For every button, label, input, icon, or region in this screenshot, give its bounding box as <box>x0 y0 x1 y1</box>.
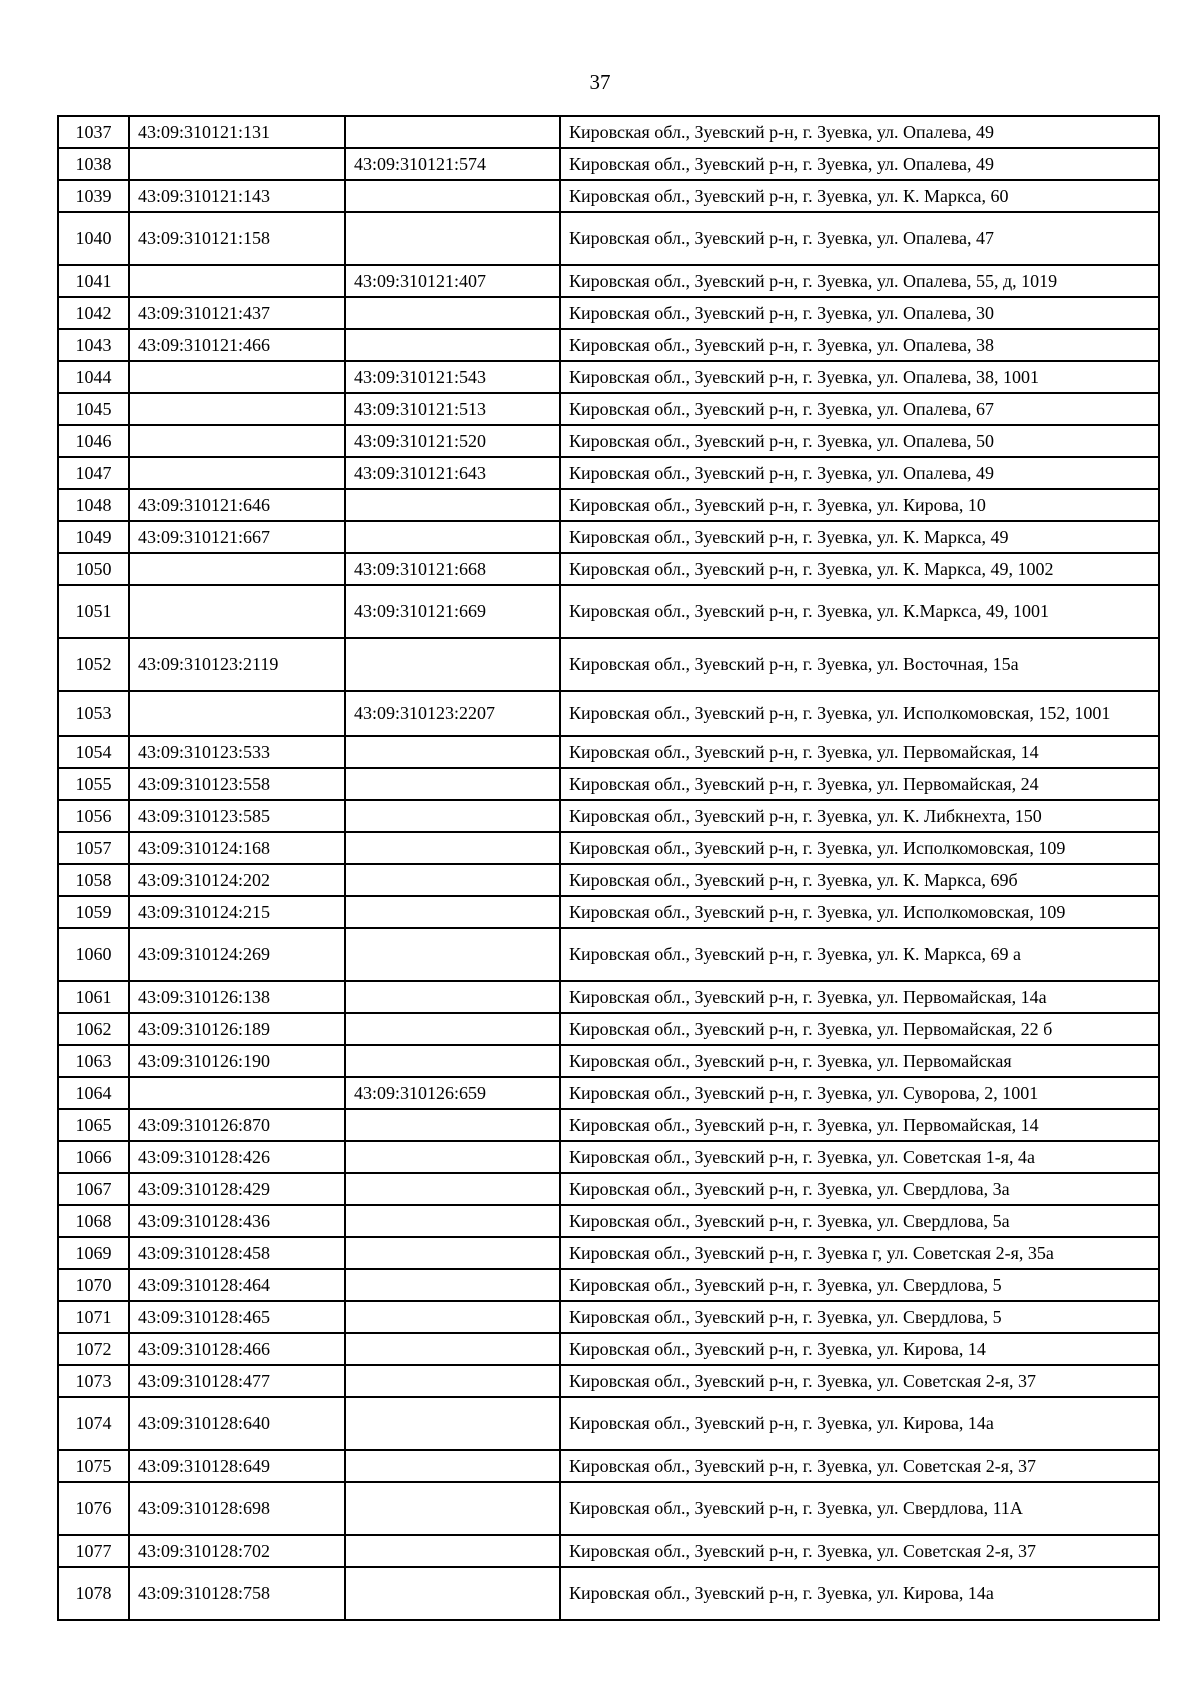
building-cadastral-cell: 43:09:310121:520 <box>345 425 560 457</box>
row-number-cell: 1059 <box>58 896 129 928</box>
address-cell: Кировская обл., Зуевский р-н, г. Зуевка, ул. Первомайская, 24 <box>560 768 1159 800</box>
table-row <box>58 1482 1159 1535</box>
land-cadastral-cell: 43:09:310126:138 <box>129 981 345 1013</box>
land-cadastral-cell: 43:09:310123:533 <box>129 736 345 768</box>
land-cadastral-cell: 43:09:310128:426 <box>129 1141 345 1173</box>
address-cell: Кировская обл., Зуевский р-н, г. Зуевка, ул. Советская 2-я, 37 <box>560 1450 1159 1482</box>
table-row <box>58 736 1159 768</box>
row-number-cell: 1062 <box>58 1013 129 1045</box>
building-cadastral-cell <box>345 928 560 981</box>
building-cadastral-cell: 43:09:310126:659 <box>345 1077 560 1109</box>
address-cell: Кировская обл., Зуевский р-н, г. Зуевка, ул. Первомайская, 14а <box>560 981 1159 1013</box>
land-cadastral-cell: 43:09:310121:143 <box>129 180 345 212</box>
row-number-cell: 1066 <box>58 1141 129 1173</box>
land-cadastral-cell: 43:09:310128:465 <box>129 1301 345 1333</box>
land-cadastral-cell: 43:09:310126:870 <box>129 1109 345 1141</box>
table-row <box>58 1109 1159 1141</box>
row-number-cell: 1064 <box>58 1077 129 1109</box>
table-row <box>58 864 1159 896</box>
land-cadastral-cell: 43:09:310121:131 <box>129 116 345 148</box>
row-number-cell: 1046 <box>58 425 129 457</box>
land-cadastral-cell: 43:09:310128:436 <box>129 1205 345 1237</box>
row-number-cell: 1037 <box>58 116 129 148</box>
building-cadastral-cell <box>345 1109 560 1141</box>
building-cadastral-cell <box>345 1397 560 1450</box>
land-cadastral-cell: 43:09:310128:702 <box>129 1535 345 1567</box>
row-number-cell: 1053 <box>58 691 129 736</box>
table-row <box>58 1205 1159 1237</box>
building-cadastral-cell: 43:09:310123:2207 <box>345 691 560 736</box>
address-cell: Кировская обл., Зуевский р-н, г. Зуевка, ул. Кирова, 10 <box>560 489 1159 521</box>
land-cadastral-cell: 43:09:310126:189 <box>129 1013 345 1045</box>
row-number-cell: 1052 <box>58 638 129 691</box>
address-cell: Кировская обл., Зуевский р-н, г. Зуевка, ул. Кирова, 14 <box>560 1333 1159 1365</box>
land-cadastral-cell: 43:09:310128:458 <box>129 1237 345 1269</box>
land-cadastral-cell <box>129 148 345 180</box>
table-row <box>58 1141 1159 1173</box>
building-cadastral-cell <box>345 521 560 553</box>
address-cell: Кировская обл., Зуевский р-н, г. Зуевка, ул. Исполкомовская, 109 <box>560 896 1159 928</box>
row-number-cell: 1056 <box>58 800 129 832</box>
address-cell: Кировская обл., Зуевский р-н, г. Зуевка г, ул. Советская 2-я, 35а <box>560 1237 1159 1269</box>
row-number-cell: 1063 <box>58 1045 129 1077</box>
row-number-cell: 1076 <box>58 1482 129 1535</box>
row-number-cell: 1071 <box>58 1301 129 1333</box>
address-cell: Кировская обл., Зуевский р-н, г. Зуевка, ул. Опалева, 38, 1001 <box>560 361 1159 393</box>
land-cadastral-cell: 43:09:310128:477 <box>129 1365 345 1397</box>
row-number-cell: 1073 <box>58 1365 129 1397</box>
land-cadastral-cell: 43:09:310128:649 <box>129 1450 345 1482</box>
row-number-cell: 1068 <box>58 1205 129 1237</box>
address-cell: Кировская обл., Зуевский р-н, г. Зуевка, ул. К. Маркса, 69б <box>560 864 1159 896</box>
building-cadastral-cell: 43:09:310121:669 <box>345 585 560 638</box>
address-cell: Кировская обл., Зуевский р-н, г. Зуевка, ул. Советская 2-я, 37 <box>560 1535 1159 1567</box>
land-cadastral-cell: 43:09:310121:437 <box>129 297 345 329</box>
address-cell: Кировская обл., Зуевский р-н, г. Зуевка, ул. Свердлова, 5 <box>560 1269 1159 1301</box>
table-row <box>58 180 1159 212</box>
land-cadastral-cell: 43:09:310128:698 <box>129 1482 345 1535</box>
table-row <box>58 457 1159 489</box>
address-cell: Кировская обл., Зуевский р-н, г. Зуевка, ул. Опалева, 49 <box>560 116 1159 148</box>
table-row <box>58 928 1159 981</box>
table-row <box>58 1077 1159 1109</box>
land-cadastral-cell: 43:09:310123:585 <box>129 800 345 832</box>
table-row <box>58 1397 1159 1450</box>
building-cadastral-cell <box>345 1205 560 1237</box>
table-row <box>58 800 1159 832</box>
address-cell: Кировская обл., Зуевский р-н, г. Зуевка, ул. Свердлова, 11А <box>560 1482 1159 1535</box>
address-cell: Кировская обл., Зуевский р-н, г. Зуевка, ул. Опалева, 30 <box>560 297 1159 329</box>
table-row <box>58 425 1159 457</box>
land-cadastral-cell: 43:09:310124:202 <box>129 864 345 896</box>
row-number-cell: 1067 <box>58 1173 129 1205</box>
address-cell: Кировская обл., Зуевский р-н, г. Зуевка, ул. Опалева, 55, д, 1019 <box>560 265 1159 297</box>
building-cadastral-cell <box>345 1141 560 1173</box>
row-number-cell: 1048 <box>58 489 129 521</box>
building-cadastral-cell <box>345 1173 560 1205</box>
land-cadastral-cell: 43:09:310128:466 <box>129 1333 345 1365</box>
row-number-cell: 1070 <box>58 1269 129 1301</box>
table-row <box>58 212 1159 265</box>
land-cadastral-cell <box>129 585 345 638</box>
row-number-cell: 1051 <box>58 585 129 638</box>
row-number-cell: 1045 <box>58 393 129 425</box>
land-cadastral-cell <box>129 361 345 393</box>
table-row <box>58 1237 1159 1269</box>
address-cell: Кировская обл., Зуевский р-н, г. Зуевка, ул. Свердлова, 3а <box>560 1173 1159 1205</box>
row-number-cell: 1057 <box>58 832 129 864</box>
address-cell: Кировская обл., Зуевский р-н, г. Зуевка, ул. Свердлова, 5а <box>560 1205 1159 1237</box>
table-row <box>58 1301 1159 1333</box>
table-row <box>58 638 1159 691</box>
address-cell: Кировская обл., Зуевский р-н, г. Зуевка, ул. К. Маркса, 49, 1002 <box>560 553 1159 585</box>
row-number-cell: 1047 <box>58 457 129 489</box>
land-cadastral-cell: 43:09:310128:640 <box>129 1397 345 1450</box>
row-number-cell: 1058 <box>58 864 129 896</box>
address-cell: Кировская обл., Зуевский р-н, г. Зуевка, ул. Исполкомовская, 152, 1001 <box>560 691 1159 736</box>
table-row <box>58 297 1159 329</box>
table-row <box>58 768 1159 800</box>
table-row <box>58 521 1159 553</box>
table-row <box>58 981 1159 1013</box>
building-cadastral-cell: 43:09:310121:668 <box>345 553 560 585</box>
land-cadastral-cell: 43:09:310123:558 <box>129 768 345 800</box>
row-number-cell: 1039 <box>58 180 129 212</box>
building-cadastral-cell: 43:09:310121:513 <box>345 393 560 425</box>
address-cell: Кировская обл., Зуевский р-н, г. Зуевка, ул. К. Маркса, 69 а <box>560 928 1159 981</box>
table-row <box>58 1045 1159 1077</box>
table-row <box>58 148 1159 180</box>
row-number-cell: 1069 <box>58 1237 129 1269</box>
table-row <box>58 393 1159 425</box>
address-cell: Кировская обл., Зуевский р-н, г. Зуевка, ул. К. Либкнехта, 150 <box>560 800 1159 832</box>
table-row <box>58 361 1159 393</box>
row-number-cell: 1075 <box>58 1450 129 1482</box>
address-cell: Кировская обл., Зуевский р-н, г. Зуевка, ул. К.Маркса, 49, 1001 <box>560 585 1159 638</box>
address-cell: Кировская обл., Зуевский р-н, г. Зуевка, ул. Кирова, 14а <box>560 1397 1159 1450</box>
land-cadastral-cell: 43:09:310128:429 <box>129 1173 345 1205</box>
building-cadastral-cell <box>345 768 560 800</box>
table-row <box>58 1333 1159 1365</box>
address-cell: Кировская обл., Зуевский р-н, г. Зуевка, ул. К. Маркса, 49 <box>560 521 1159 553</box>
row-number-cell: 1072 <box>58 1333 129 1365</box>
page-number: 37 <box>589 70 611 94</box>
table-row <box>58 1173 1159 1205</box>
building-cadastral-cell <box>345 116 560 148</box>
table-row <box>58 553 1159 585</box>
building-cadastral-cell <box>345 864 560 896</box>
land-cadastral-cell <box>129 1077 345 1109</box>
address-cell: Кировская обл., Зуевский р-н, г. Зуевка, ул. Советская 2-я, 37 <box>560 1365 1159 1397</box>
land-cadastral-cell: 43:09:310124:215 <box>129 896 345 928</box>
land-cadastral-cell <box>129 553 345 585</box>
building-cadastral-cell: 43:09:310121:643 <box>345 457 560 489</box>
building-cadastral-cell <box>345 832 560 864</box>
land-cadastral-cell: 43:09:310121:646 <box>129 489 345 521</box>
land-cadastral-cell <box>129 691 345 736</box>
building-cadastral-cell <box>345 1045 560 1077</box>
address-cell: Кировская обл., Зуевский р-н, г. Зуевка, ул. Первомайская, 14 <box>560 1109 1159 1141</box>
registry-table <box>57 115 1160 1621</box>
row-number-cell: 1044 <box>58 361 129 393</box>
building-cadastral-cell <box>345 800 560 832</box>
building-cadastral-cell <box>345 1365 560 1397</box>
building-cadastral-cell <box>345 212 560 265</box>
land-cadastral-cell: 43:09:310128:464 <box>129 1269 345 1301</box>
table-row <box>58 1535 1159 1567</box>
building-cadastral-cell <box>345 1482 560 1535</box>
building-cadastral-cell <box>345 1567 560 1620</box>
row-number-cell: 1061 <box>58 981 129 1013</box>
building-cadastral-cell <box>345 736 560 768</box>
table-row <box>58 1365 1159 1397</box>
address-cell: Кировская обл., Зуевский р-н, г. Зуевка, ул. Суворова, 2, 1001 <box>560 1077 1159 1109</box>
table-row <box>58 585 1159 638</box>
building-cadastral-cell <box>345 1450 560 1482</box>
address-cell: Кировская обл., Зуевский р-н, г. Зуевка, ул. Опалева, 67 <box>560 393 1159 425</box>
building-cadastral-cell: 43:09:310121:574 <box>345 148 560 180</box>
table-row <box>58 1269 1159 1301</box>
address-cell: Кировская обл., Зуевский р-н, г. Зуевка, ул. Восточная, 15а <box>560 638 1159 691</box>
table-row <box>58 329 1159 361</box>
row-number-cell: 1065 <box>58 1109 129 1141</box>
building-cadastral-cell <box>345 981 560 1013</box>
land-cadastral-cell <box>129 457 345 489</box>
address-cell: Кировская обл., Зуевский р-н, г. Зуевка, ул. Первомайская <box>560 1045 1159 1077</box>
land-cadastral-cell <box>129 265 345 297</box>
row-number-cell: 1043 <box>58 329 129 361</box>
address-cell: Кировская обл., Зуевский р-н, г. Зуевка, ул. Опалева, 38 <box>560 329 1159 361</box>
land-cadastral-cell <box>129 393 345 425</box>
row-number-cell: 1055 <box>58 768 129 800</box>
land-cadastral-cell <box>129 425 345 457</box>
land-cadastral-cell: 43:09:310121:667 <box>129 521 345 553</box>
row-number-cell: 1049 <box>58 521 129 553</box>
row-number-cell: 1042 <box>58 297 129 329</box>
table-row <box>58 1567 1159 1620</box>
building-cadastral-cell <box>345 1237 560 1269</box>
building-cadastral-cell: 43:09:310121:543 <box>345 361 560 393</box>
row-number-cell: 1054 <box>58 736 129 768</box>
building-cadastral-cell: 43:09:310121:407 <box>345 265 560 297</box>
row-number-cell: 1074 <box>58 1397 129 1450</box>
address-cell: Кировская обл., Зуевский р-н, г. Зуевка, ул. Первомайская, 14 <box>560 736 1159 768</box>
land-cadastral-cell: 43:09:310128:758 <box>129 1567 345 1620</box>
address-cell: Кировская обл., Зуевский р-н, г. Зуевка, ул. Опалева, 49 <box>560 457 1159 489</box>
building-cadastral-cell <box>345 1301 560 1333</box>
building-cadastral-cell <box>345 1535 560 1567</box>
row-number-cell: 1038 <box>58 148 129 180</box>
registry-table-body <box>58 116 1159 1620</box>
building-cadastral-cell <box>345 489 560 521</box>
building-cadastral-cell <box>345 180 560 212</box>
table-row <box>58 1450 1159 1482</box>
table-row <box>58 265 1159 297</box>
land-cadastral-cell: 43:09:310123:2119 <box>129 638 345 691</box>
table-row <box>58 896 1159 928</box>
address-cell: Кировская обл., Зуевский р-н, г. Зуевка, ул. Опалева, 50 <box>560 425 1159 457</box>
building-cadastral-cell <box>345 1333 560 1365</box>
address-cell: Кировская обл., Зуевский р-н, г. Зуевка, ул. Опалева, 49 <box>560 148 1159 180</box>
land-cadastral-cell: 43:09:310126:190 <box>129 1045 345 1077</box>
row-number-cell: 1041 <box>58 265 129 297</box>
building-cadastral-cell <box>345 638 560 691</box>
address-cell: Кировская обл., Зуевский р-н, г. Зуевка, ул. К. Маркса, 60 <box>560 180 1159 212</box>
table-row <box>58 489 1159 521</box>
row-number-cell: 1040 <box>58 212 129 265</box>
land-cadastral-cell: 43:09:310121:158 <box>129 212 345 265</box>
address-cell: Кировская обл., Зуевский р-н, г. Зуевка, ул. Исполкомовская, 109 <box>560 832 1159 864</box>
table-row <box>58 1013 1159 1045</box>
table-row <box>58 116 1159 148</box>
row-number-cell: 1060 <box>58 928 129 981</box>
land-cadastral-cell: 43:09:310121:466 <box>129 329 345 361</box>
building-cadastral-cell <box>345 1269 560 1301</box>
address-cell: Кировская обл., Зуевский р-н, г. Зуевка, ул. Советская 1-я, 4а <box>560 1141 1159 1173</box>
building-cadastral-cell <box>345 1013 560 1045</box>
address-cell: Кировская обл., Зуевский р-н, г. Зуевка, ул. Свердлова, 5 <box>560 1301 1159 1333</box>
row-number-cell: 1050 <box>58 553 129 585</box>
address-cell: Кировская обл., Зуевский р-н, г. Зуевка, ул. Кирова, 14а <box>560 1567 1159 1620</box>
building-cadastral-cell <box>345 297 560 329</box>
table-row <box>58 691 1159 736</box>
land-cadastral-cell: 43:09:310124:269 <box>129 928 345 981</box>
address-cell: Кировская обл., Зуевский р-н, г. Зуевка, ул. Первомайская, 22 б <box>560 1013 1159 1045</box>
land-cadastral-cell: 43:09:310124:168 <box>129 832 345 864</box>
address-cell: Кировская обл., Зуевский р-н, г. Зуевка, ул. Опалева, 47 <box>560 212 1159 265</box>
building-cadastral-cell <box>345 896 560 928</box>
row-number-cell: 1077 <box>58 1535 129 1567</box>
building-cadastral-cell <box>345 329 560 361</box>
row-number-cell: 1078 <box>58 1567 129 1620</box>
table-row <box>58 832 1159 864</box>
